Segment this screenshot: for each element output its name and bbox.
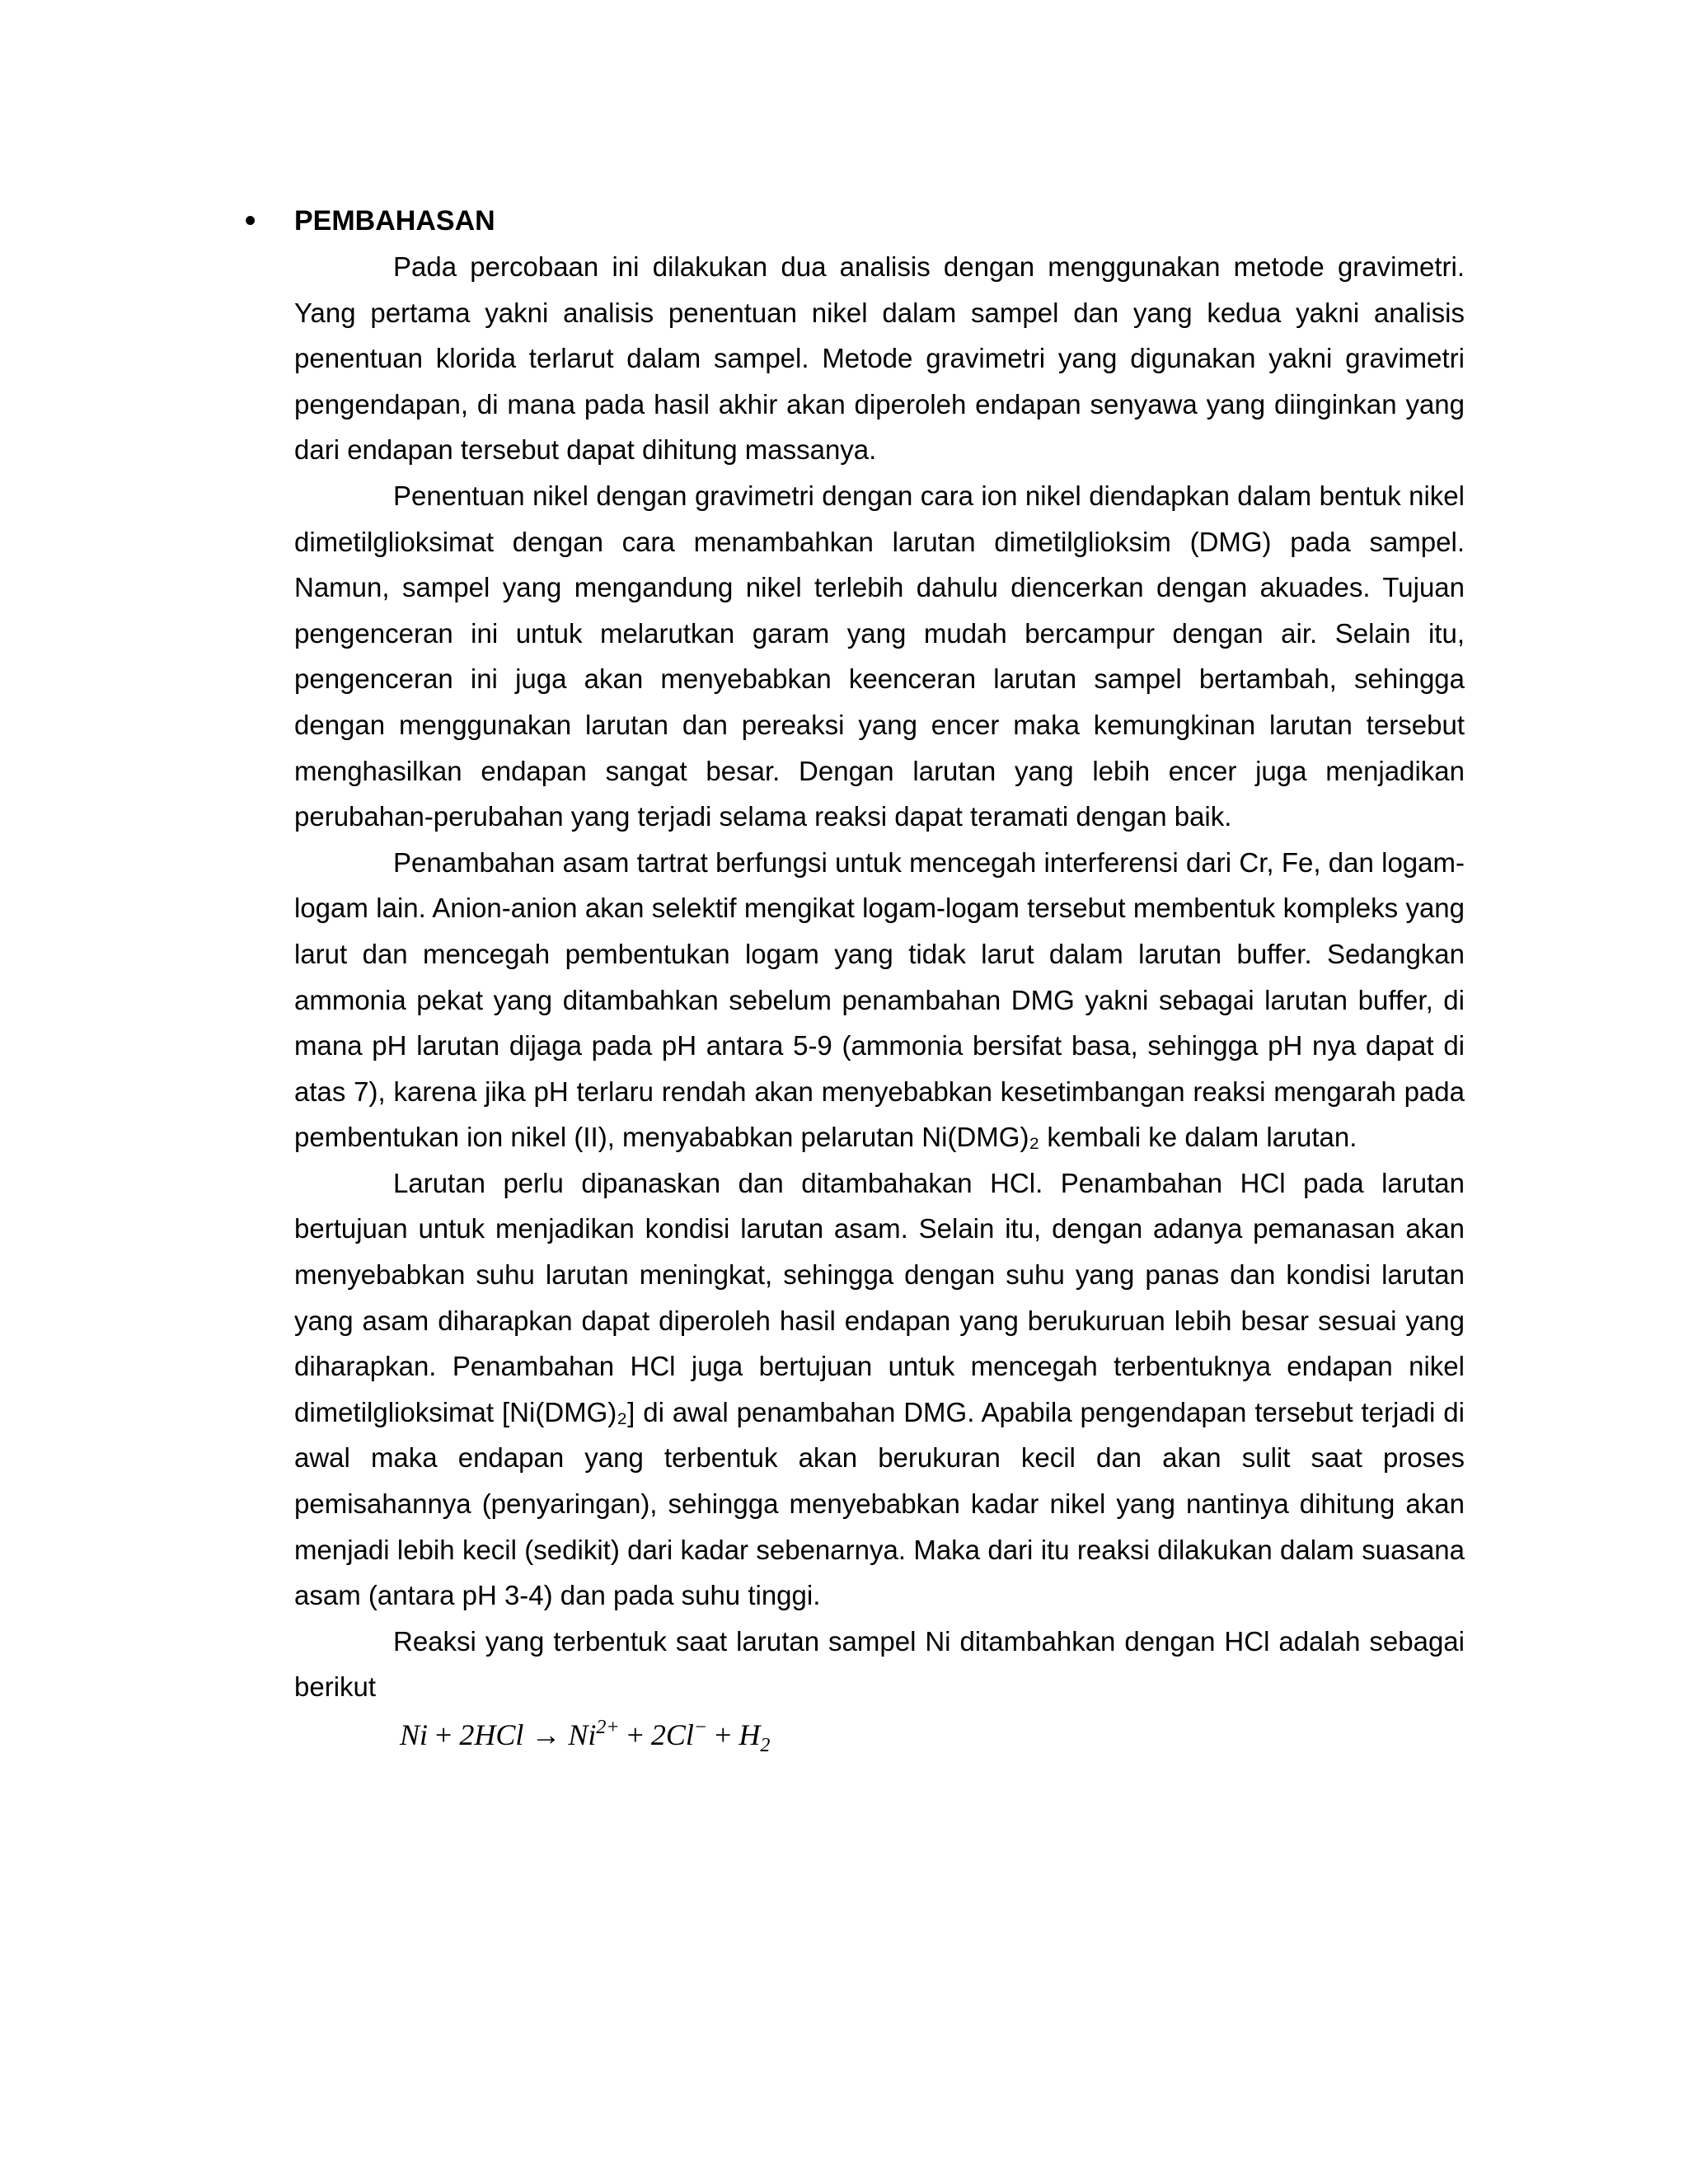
equation-plus-2: + bbox=[626, 1718, 644, 1751]
equation-product-1 bbox=[568, 1718, 619, 1751]
equation-plus-1: + bbox=[435, 1718, 452, 1751]
paragraph-1: Pada percobaan ini dilakukan dua analisis dengan menggunakan metode gravimetri. Yang pertama yakni analisis penentuan nikel dalam sampel dan yang kedua yakni analisis penentuan klorida terlarut dalam sampel. Metode gravimetri yang digunakan yakni gravimetri pengendapan, di mana pada hasil akhir akan diperoleh endapan senyawa yang diinginkan yang dari endapan tersebut dapat dihitung massanya. bbox=[294, 251, 1465, 466]
equation-product-2 bbox=[651, 1718, 707, 1751]
equation-plus-3: + bbox=[715, 1718, 732, 1751]
equation-product-3-symbol: H bbox=[738, 1718, 761, 1751]
equation-reactant-2: 2HCl bbox=[459, 1718, 524, 1751]
equation-product-3 bbox=[738, 1718, 771, 1756]
equation-product-1-symbol: Ni bbox=[568, 1718, 597, 1751]
equation-product-2-symbol: 2Cl bbox=[650, 1718, 694, 1751]
equation-product-3-subscript: 2 bbox=[760, 1735, 771, 1756]
paragraph-5: Reaksi yang terbentuk saat larutan sampel Ni ditambahkan dengan HCl adalah sebagai berikut bbox=[294, 1625, 1465, 1703]
reaction-equation bbox=[400, 1712, 1465, 1758]
equation-arrow: → bbox=[531, 1718, 561, 1751]
section-heading bbox=[245, 198, 1465, 244]
paragraph-3: Penambahan asam tartrat berfungsi untuk mencegah interferensi dari Cr, Fe, dan logam-logam lain. Anion-anion akan selektif mengikat logam-logam tersebut membentuk kompleks yang larut dan mencegah pembentukan logam yang tidak larut dalam larutan buffer. Sedangkan ammonia pekat yang ditambahkan sebelum penambahan DMG yakni sebagai larutan buffer, di mana pH larutan dijaga pada pH antara 5-9 (ammonia bersifat basa, sehingga pH nya dapat di atas 7), karena jika pH terlaru rendah akan menyebabkan kesetimbangan reaksi mengarah pada pembentukan ion nikel (II), menyababkan pelarutan Ni(DMG)₂ kembali ke dalam larutan. bbox=[294, 846, 1465, 1153]
equation-product-1-charge: 2+ bbox=[596, 1717, 620, 1738]
paragraph-2: Penentuan nikel dengan gravimetri dengan cara ion nikel diendapkan dalam bentuk nikel dimetilglioksimat dengan cara menambahkan larutan dimetilglioksim (DMG) pada sampel. Namun, sampel yang mengandung nikel terlebih dahulu diencerkan dengan akuades. Tujuan pengenceran ini untuk melarutkan garam yang mudah bercampur dengan air. Selain itu, pengenceran ini juga akan menyebabkan keenceran larutan sampel bertambah, sehingga dengan menggunakan larutan dan pereaksi yang encer maka kemungkinan larutan tersebut menghasilkan endapan sangat besar. Dengan larutan yang lebih encer juga menjadikan perubahan-perubahan yang terjadi selama reaksi dapat teramati dengan baik. bbox=[294, 480, 1465, 832]
paragraph-4: Larutan perlu dipanaskan dan ditambahakan HCl. Penambahan HCl pada larutan bertujuan untuk menjadikan kondisi larutan asam. Selain itu, dengan adanya pemanasan akan menyebabkan suhu larutan meningkat, sehingga dengan suhu yang panas dan kondisi larutan yang asam diharapkan dapat diperoleh hasil endapan yang berukuruan lebih besar sesuai yang diharapkan. Penambahan HCl juga bertujuan untuk mencegah terbentuknya endapan nikel dimetilglioksimat [Ni(DMG)₂] di awal penambahan DMG. Apabila pengendapan tersebut terjadi di awal maka endapan yang terbentuk akan berukuran kecil dan akan sulit saat proses pemisahannya (penyaringan), sehingga menyebabkan kadar nikel yang nantinya dihitung akan menjadi lebih kecil (sedikit) dari kadar sebenarnya. Maka dari itu reaksi dilakukan dalam suasana asam (antara pH 3-4) dan pada suhu tinggi. bbox=[294, 1167, 1465, 1611]
equation-reactant-1: Ni bbox=[400, 1718, 429, 1751]
equation-product-2-charge: − bbox=[693, 1717, 708, 1738]
page-content bbox=[245, 198, 1465, 1758]
section-heading-text: PEMBAHASAN bbox=[294, 205, 495, 237]
bullet-point: • bbox=[245, 204, 256, 238]
